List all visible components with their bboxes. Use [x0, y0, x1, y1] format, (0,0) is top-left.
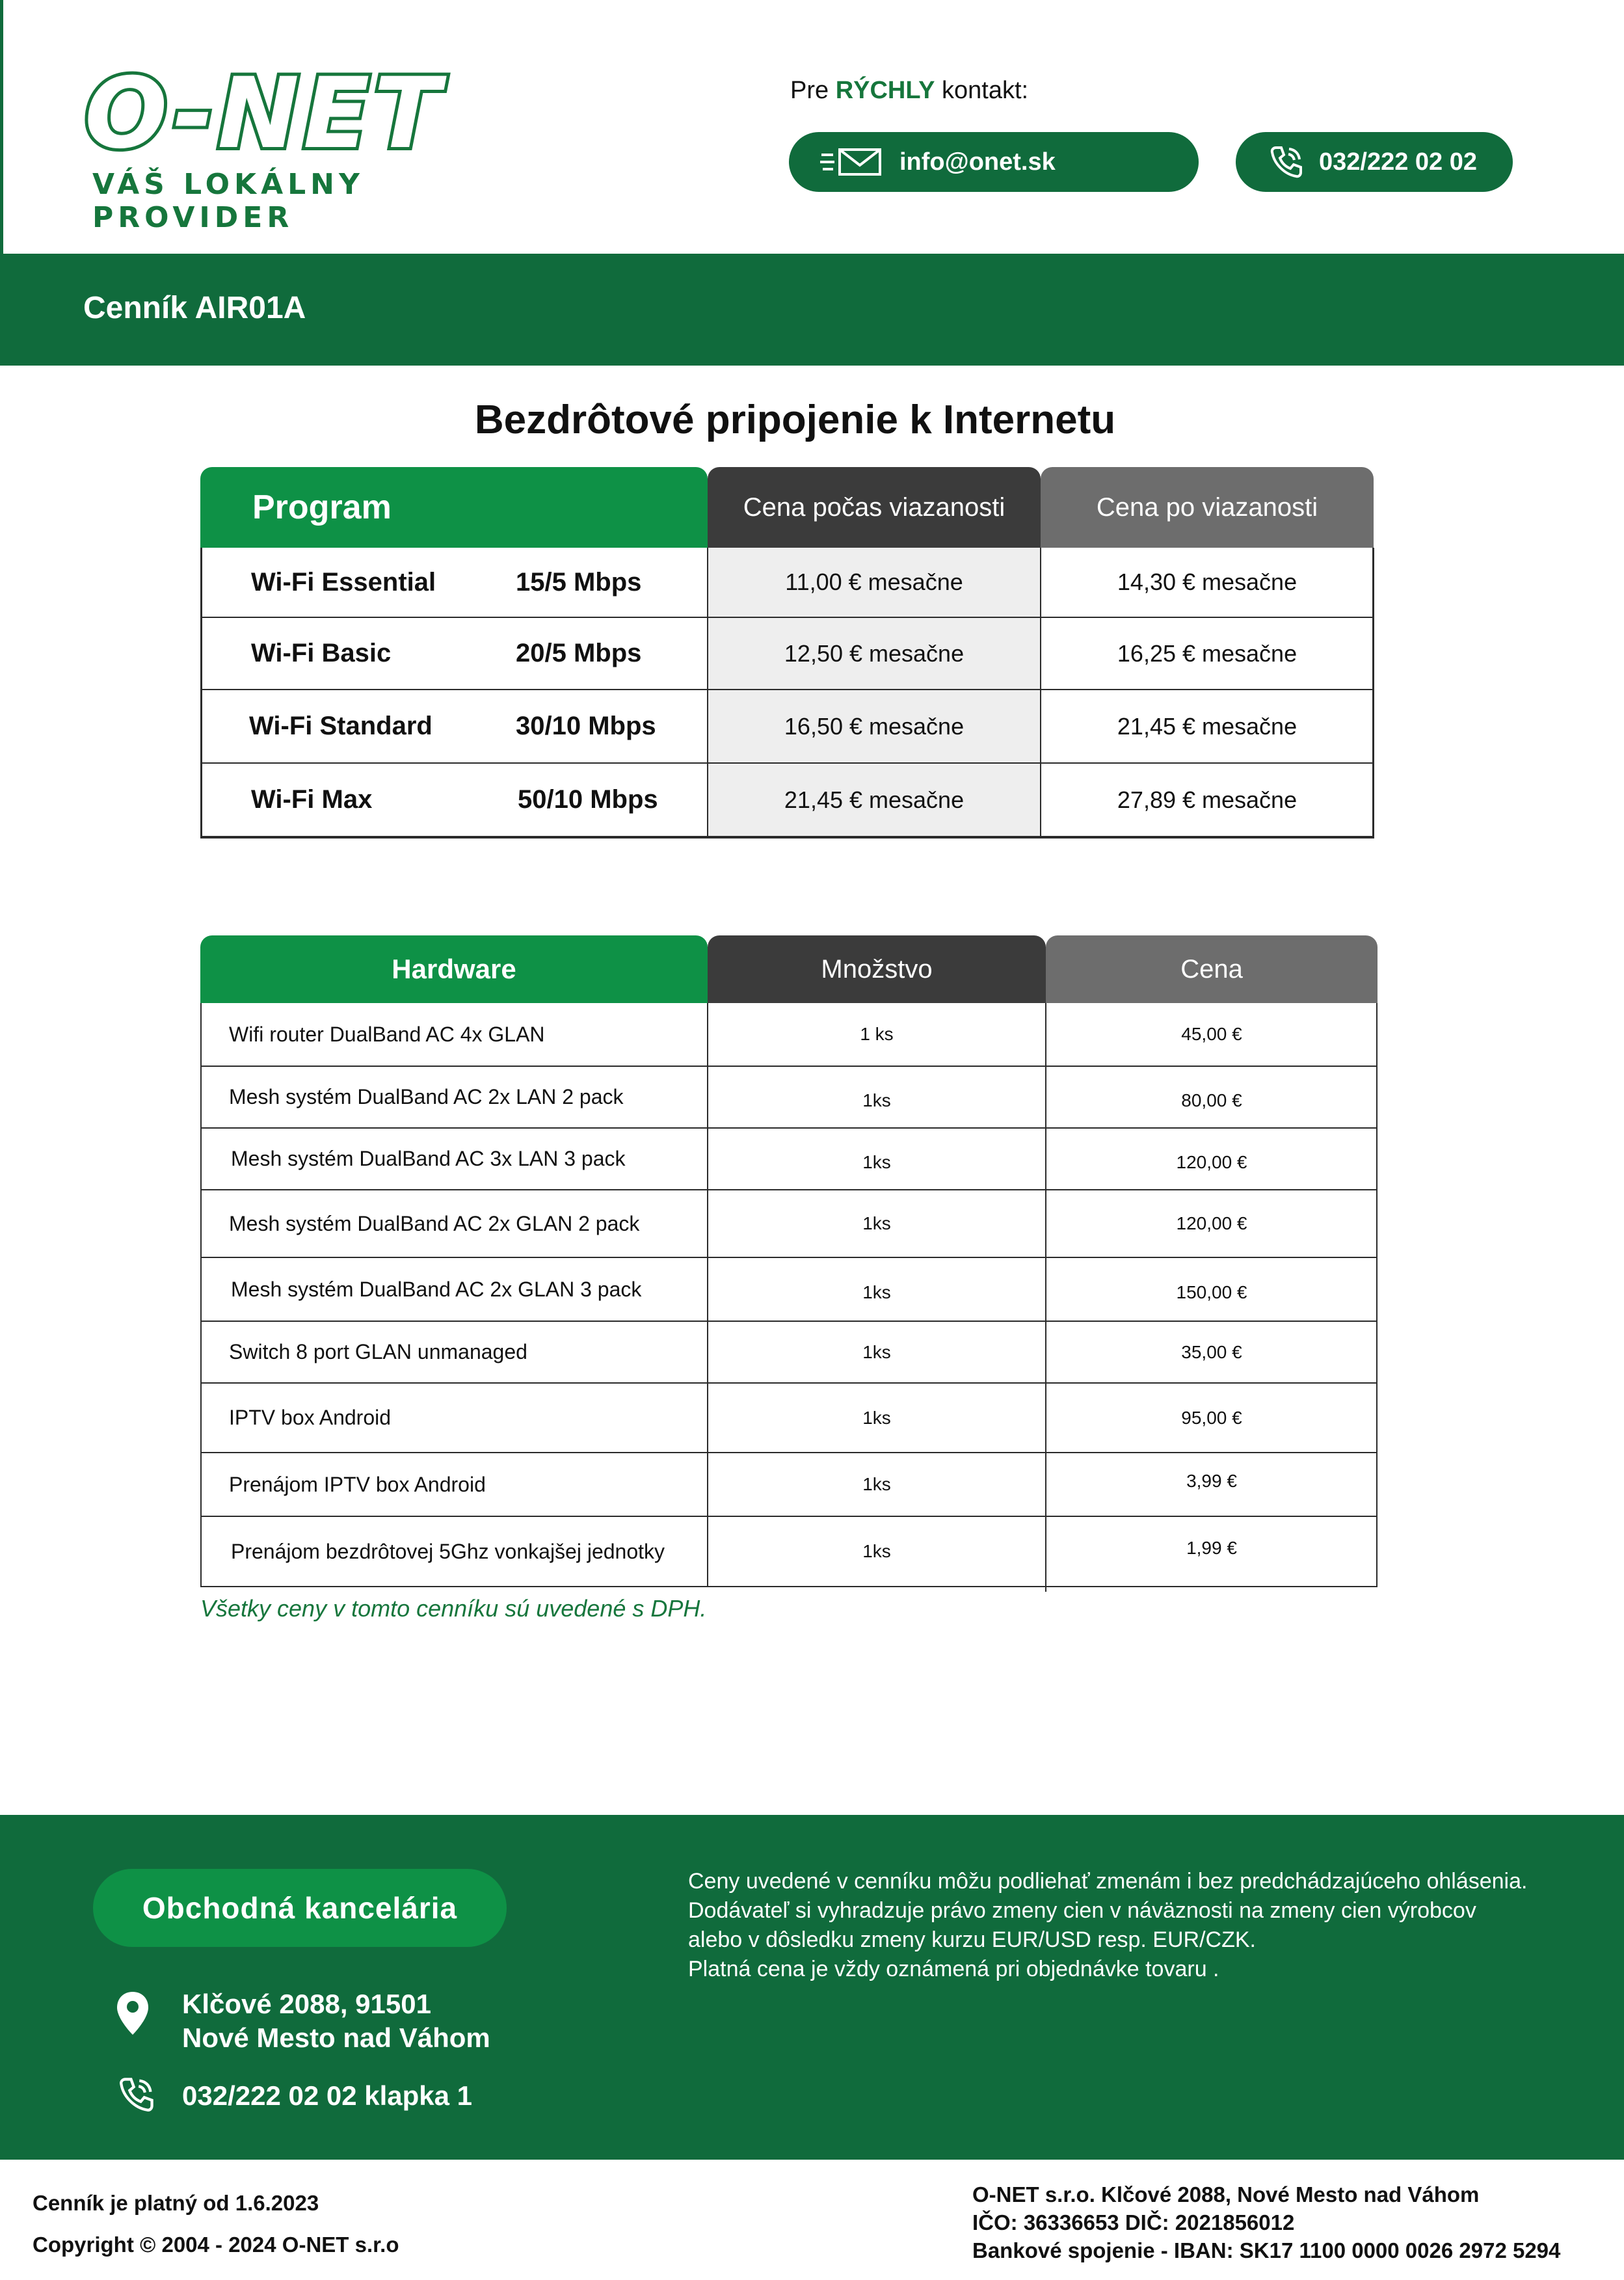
location-pin-icon [116, 1991, 150, 2036]
page-title: Bezdrôtové pripojenie k Internetu [474, 397, 1116, 442]
program-name: Wi-Fi Essential [251, 567, 436, 597]
program-name: Wi-Fi Standard [249, 712, 433, 740]
hardware-item: Switch 8 port GLAN unmanaged [229, 1340, 527, 1363]
email-contact-button[interactable] [789, 132, 1199, 192]
grid-line [200, 548, 202, 838]
hardware-item: Prenájom bezdrôtovej 5Ghz vonkajšej jednotky [231, 1539, 665, 1563]
price-disclaimer [688, 1867, 1599, 1984]
hardware-quantity: 1ks [862, 1151, 891, 1172]
disclaimer-line: alebo v dôsledku zmeny kurzu EUR/USD resp. EUR/CZK. [688, 1927, 1256, 1952]
contact-highlight: RÝCHLY [835, 77, 935, 104]
price-list-title: Cenník AIR01A [83, 291, 306, 325]
email-address: info@onet.sk [899, 148, 1056, 176]
phone-contact-button[interactable] [1236, 132, 1513, 192]
phone-icon [1268, 144, 1305, 180]
price-during: 12,50 € mesačne [784, 639, 965, 667]
price-during: 16,50 € mesačne [784, 712, 965, 740]
disclaimer-line: Ceny uvedené v cenníku môžu podliehať zmenám i bez predchádzajúceho ohlásenia. [688, 1869, 1528, 1894]
onet-logo [85, 57, 579, 234]
hardware-item: Mesh systém DualBand AC 2x GLAN 2 pack [229, 1211, 640, 1235]
grid-line [200, 836, 1374, 838]
hardware-item: Prenájom IPTV box Android [229, 1472, 486, 1496]
price-after: 27,89 € mesačne [1117, 786, 1298, 813]
bank-details: Bankové spojenie - IBAN: SK17 1100 0000 0026 2972 5294 [972, 2238, 1561, 2262]
price-after: 14,30 € mesačne [1117, 569, 1298, 595]
hardware-quantity: 1 ks [860, 1024, 894, 1044]
hardware-price: 80,00 € [1181, 1090, 1242, 1110]
program-speed: 30/10 Mbps [516, 712, 656, 740]
hardware-quantity: 1ks [862, 1282, 891, 1302]
grid-line [200, 1586, 1378, 1587]
bottom-left-info [33, 2182, 399, 2266]
envelope-icon [820, 146, 885, 178]
hardware-price: 95,00 € [1181, 1407, 1242, 1428]
hardware-item: IPTV box Android [229, 1406, 392, 1429]
header-left-rule [0, 0, 3, 254]
hardware-price: 1,99 € [1186, 1538, 1237, 1558]
quick-contact-label [790, 77, 1028, 105]
hardware-quantity: 1ks [862, 1541, 891, 1561]
phone-number: 032/222 02 02 [1319, 148, 1478, 176]
hardware-item: Mesh systém DualBand AC 2x GLAN 3 pack [231, 1277, 642, 1301]
hardware-header: Hardware [200, 935, 708, 1003]
price-after-header: Cena po viazanosti [1041, 467, 1374, 548]
hardware-item: Mesh systém DualBand AC 3x LAN 3 pack [231, 1147, 626, 1170]
office-phone: 032/222 02 02 klapka 1 [182, 2080, 473, 2111]
quantity-header: Množstvo [708, 935, 1046, 1003]
contact-prefix: Pre [790, 77, 829, 104]
disclaimer-line: Platná cena je vždy oznámená pri objednávke tovaru . [688, 1957, 1219, 1981]
hardware-item: Wifi router DualBand AC 4x GLAN [229, 1022, 545, 1046]
copyright: Copyright © 2004 - 2024 O-NET s.r.o [33, 2233, 399, 2257]
program-speed: 50/10 Mbps [518, 785, 658, 814]
program-speed: 15/5 Mbps [516, 567, 642, 597]
disclaimer-line: Dodávateľ si vyhradzuje právo zmeny cien v náväznosti na zmeny cien výrobcov [688, 1898, 1476, 1923]
company-info [972, 2180, 1560, 2264]
program-name: Wi-Fi Basic [251, 639, 392, 667]
office-address [182, 1987, 490, 2055]
vat-note: Všetky ceny v tomto cenníku sú uvedené s DPH. [200, 1595, 707, 1622]
price-after: 16,25 € mesačne [1117, 639, 1298, 667]
contact-suffix: kontakt: [942, 77, 1029, 104]
company-ids: IČO: 36336653 DIČ: 2021856012 [972, 2210, 1295, 2234]
price-during: 21,45 € mesačne [784, 786, 965, 813]
hardware-quantity: 1ks [862, 1407, 891, 1428]
grid-line [200, 1003, 202, 1587]
hardware-quantity: 1ks [862, 1213, 891, 1233]
hardware-price: 35,00 € [1181, 1341, 1242, 1362]
hardware-quantity: 1ks [862, 1090, 891, 1110]
valid-from: Cenník je platný od 1.6.2023 [33, 2191, 319, 2215]
program-name: Wi-Fi Max [251, 785, 373, 814]
office-label-badge: Obchodná kancelária [93, 1869, 507, 1947]
address-line-2: Nové Mesto nad Váhom [182, 2022, 490, 2053]
program-speed: 20/5 Mbps [516, 639, 642, 667]
logo-text: O-NET [85, 57, 444, 170]
company-address: O-NET s.r.o. Klčové 2088, Nové Mesto nad Váhom [972, 2182, 1480, 2206]
price-header: Cena [1046, 935, 1378, 1003]
phone-icon [117, 2075, 156, 2114]
hardware-price: 3,99 € [1186, 1471, 1237, 1491]
logo-tagline: VÁŠ LOKÁLNY PROVIDER [92, 168, 364, 234]
price-after: 21,45 € mesačne [1117, 712, 1298, 740]
hardware-price: 150,00 € [1176, 1282, 1247, 1302]
hardware-price: 120,00 € [1176, 1151, 1247, 1172]
hardware-price: 120,00 € [1176, 1213, 1247, 1233]
price-during: 11,00 € mesačne [785, 569, 963, 595]
hardware-price: 45,00 € [1181, 1024, 1242, 1044]
hardware-quantity: 1ks [862, 1474, 891, 1494]
program-header: Program [200, 467, 708, 548]
hardware-item: Mesh systém DualBand AC 2x LAN 2 pack [229, 1085, 624, 1108]
hardware-quantity: 1ks [862, 1341, 891, 1362]
address-line-1: Klčové 2088, 91501 [182, 1989, 431, 2019]
price-during-header: Cena počas viazanosti [708, 467, 1041, 548]
